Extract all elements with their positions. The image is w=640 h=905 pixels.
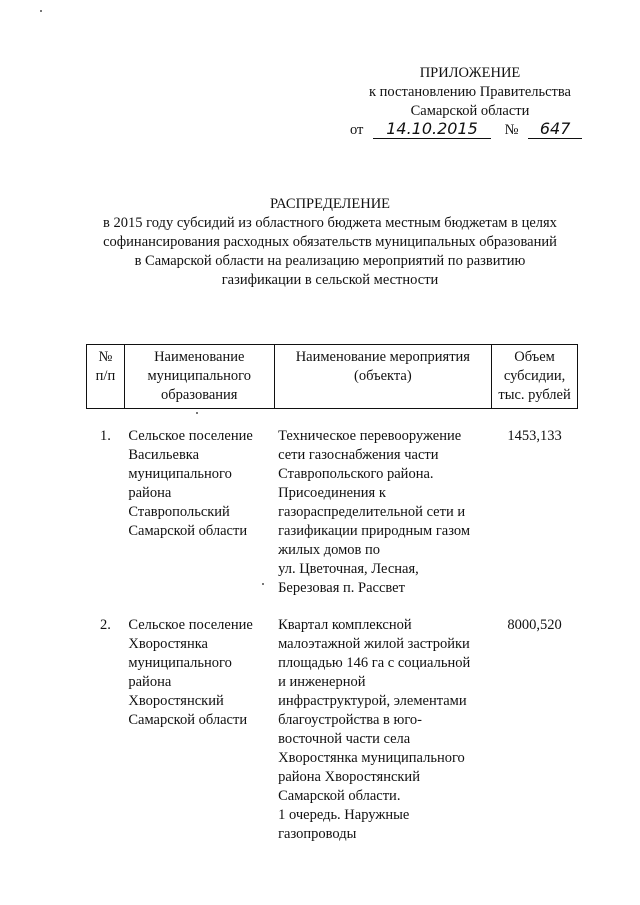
distribution-table	[86, 344, 578, 844]
number-label: №	[504, 122, 519, 138]
table-row	[87, 616, 578, 844]
title-heading: РАСПРЕДЕЛЕНИЕ	[269, 196, 391, 212]
title-line: в Самарской области на реализацию мероприятий по развитию	[134, 253, 526, 269]
document-title	[70, 195, 590, 290]
row-municipality: Сельское поселение Хворостянка муниципального района Хворостянский Самарской области	[128, 617, 253, 728]
row-event: Техническое перевооружение сети газоснабжения части Ставропольского района. Присоединения к газораспределительной сети и газификации природным газом жилых домов по ул. Цветочная, Лесная, Березовая п. Рассвет	[278, 428, 470, 596]
row-number: 2.	[100, 617, 111, 633]
from-label: от	[350, 122, 364, 138]
appendix-reference: к постановлению Правительства	[369, 84, 571, 100]
title-line: в 2015 году субсидий из областного бюджета местным бюджетам в целях	[103, 215, 557, 231]
row-amount: 8000,520	[507, 617, 562, 633]
appendix-title: ПРИЛОЖЕНИЕ	[419, 65, 521, 81]
header-cell-amount: Объем субсидии, тыс. рублей	[492, 345, 578, 409]
appendix-header	[360, 64, 580, 121]
row-municipality: Сельское поселение Васильевка муниципального района Ставропольский Самарской области	[128, 428, 253, 539]
title-line: софинансирования расходных обязательств муниципальных образований	[103, 234, 557, 250]
header-cell-municipality: Наименование муниципального образования	[124, 345, 274, 409]
appendix-region: Самарской области	[410, 103, 530, 119]
handwritten-date: 14.10.2015	[373, 120, 491, 139]
row-number: 1.	[100, 428, 111, 444]
scan-speck	[40, 10, 42, 12]
header-cell-event: Наименование мероприятия (объекта)	[274, 345, 492, 409]
decree-date-number	[350, 120, 582, 140]
table-row	[87, 427, 578, 598]
header-cell-number: № п/п	[87, 345, 125, 409]
row-amount: 1453,133	[507, 428, 562, 444]
row-event: Квартал комплексной малоэтажной жилой застройки площадью 146 га с социальной и инженерной инфраструктурой, элементами благоустройства в юго- восточной части села Хворостянка муниципального района Хворостянский Самарской области. 1 очередь. Наружные газопроводы	[278, 617, 471, 842]
handwritten-number: 647	[528, 120, 582, 139]
table-header-row	[87, 345, 578, 409]
title-line: газификации в сельской местности	[221, 272, 439, 288]
